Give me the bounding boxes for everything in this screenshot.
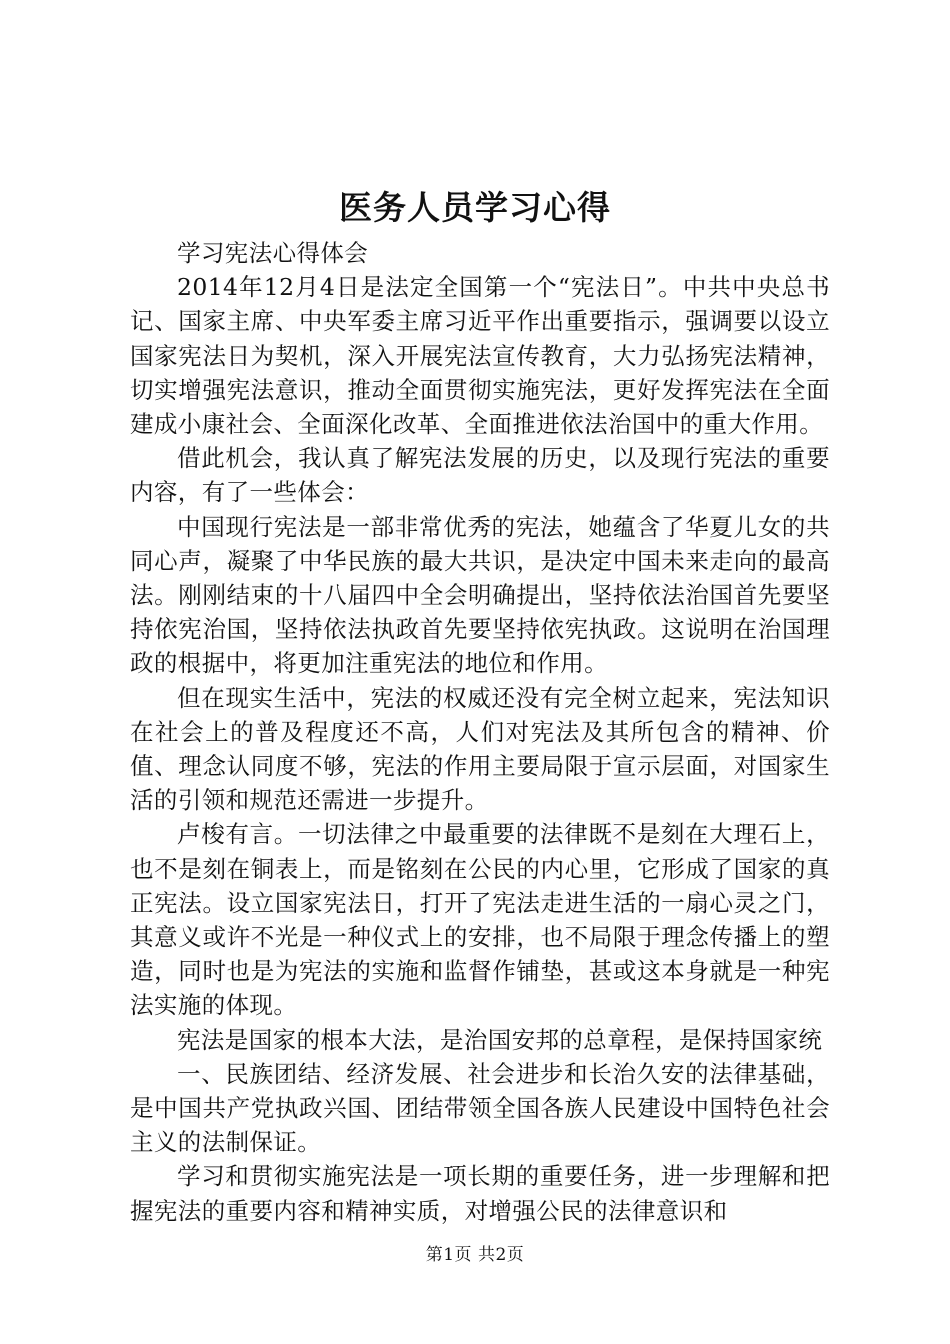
paragraph-subtitle: 学习宪法心得体会	[177, 239, 369, 267]
paragraph: 借此机会，我认真了解宪法发展的历史，以及现行宪法的重要内容，有了一些体会：	[130, 444, 830, 507]
document-title: 医务人员学习心得	[339, 188, 611, 227]
paragraph: 一、民族团结、经济发展、社会进步和长治久安的法律基础，是中国共产党执政兴国、团结带领全国各族人民建设中国特色社会主义的法制保证。	[130, 1059, 830, 1157]
paragraph: 但在现实生活中，宪法的权威还没有完全树立起来，宪法知识在社会上的普及程度还不高，人们对宪法及其所包含的精神、价值、理念认同度不够，宪法的作用主要局限于宣示层面，对国家生活的引领和规范还需进一步提升。	[130, 683, 830, 815]
paragraph: 中国现行宪法是一部非常优秀的宪法，她蕴含了华夏儿女的共同心声，凝聚了中华民族的最大共识，是决定中国未来走向的最高法。刚刚结束的十八届四中全会明确提出，坚持依法治国首先要坚持依宪治国，坚持依法执政首先要坚持依宪执政。这说明在治国理政的根据中，将更加注重宪法的地位和作用。	[130, 512, 830, 678]
paragraph: 卢梭有言。一切法律之中最重要的法律既不是刻在大理石上，也不是刻在铜表上，而是铭刻在公民的内心里，它形成了国家的真正宪法。设立国家宪法日，打开了宪法走进生活的一扇心灵之门，其意义或许不光是一种仪式上的安排，也不局限于理念传播上的塑造，同时也是为宪法的实施和监督作铺垫，甚或这本身就是一种宪法实施的体现。	[130, 820, 830, 1020]
paragraph: 2014年12月4日是法定全国第一个“宪法日”。中共中央总书记、国家主席、中央军委主席习近平作出重要指示，强调要以设立国家宪法日为契机，深入开展宪法宣传教育，大力弘扬宪法精神，切实增强宪法意识，推动全面贯彻实施宪法，更好发挥宪法在全面建成小康社会、全面深化改革、全面推进依法治国中的重大作用。	[130, 273, 830, 439]
document-body	[130, 236, 830, 1228]
page-number-footer: 第1页 共2页	[425, 1245, 525, 1265]
paragraph: 宪法是国家的根本大法，是治国安邦的总章程，是保持国家统	[177, 1025, 823, 1054]
paragraph: 学习和贯彻实施宪法是一项长期的重要任务，进一步理解和把握宪法的重要内容和精神实质，对增强公民的法律意识和	[130, 1162, 830, 1225]
